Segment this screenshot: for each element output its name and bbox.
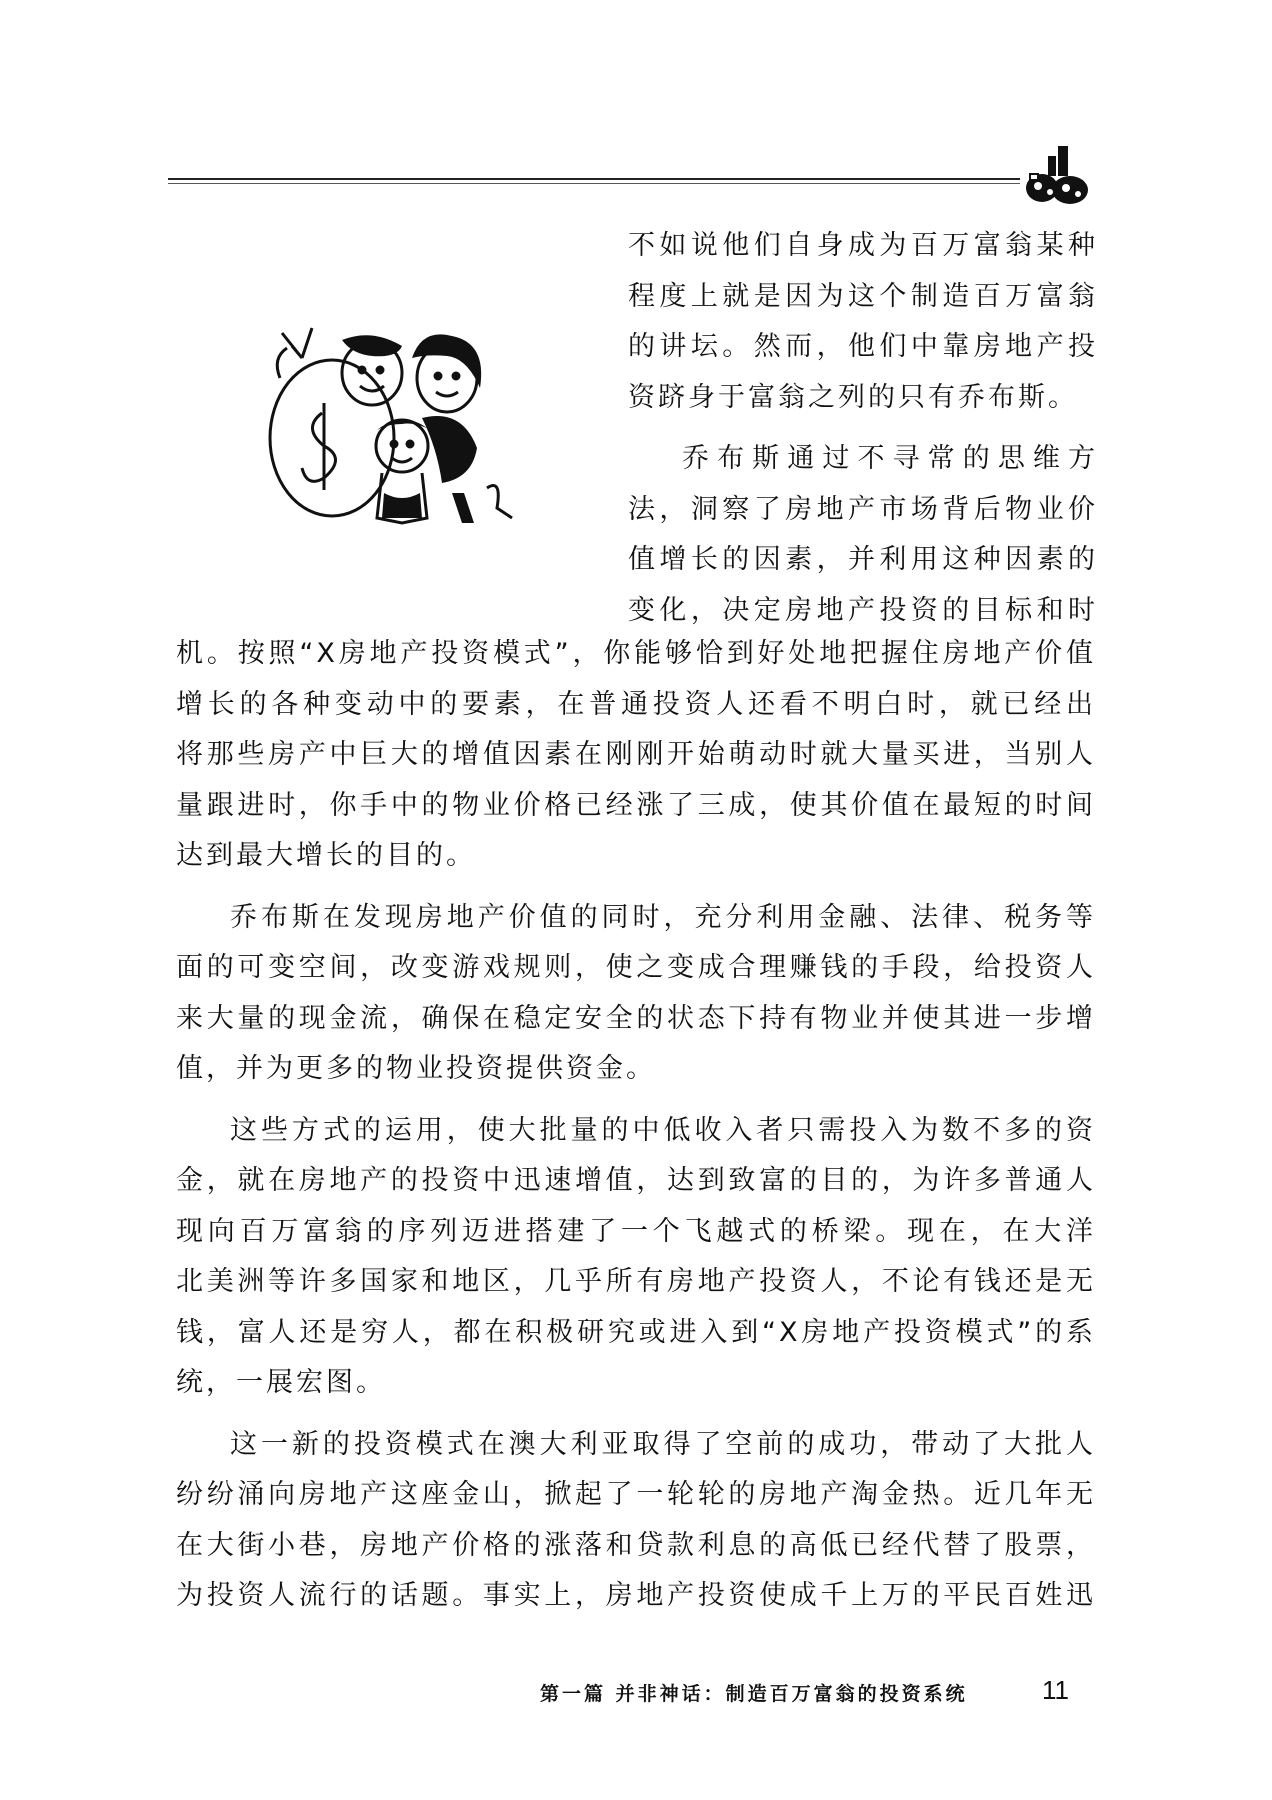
text-line: 机。按照“X房地产投资模式”，你能够恰到好处地把握住房地产价值 (176, 638, 1096, 669)
text-line: 值增长的因素，并利用这种因素的 (628, 544, 1098, 575)
text-line: 现向百万富翁的序列迈进搭建了一个飞越式的桥梁。现在，在大洋 (176, 1215, 1096, 1247)
family-with-money-bag-icon (262, 318, 522, 538)
text-line: 为投资人流行的话题。事实上，房地产投资使成千上万的平民百姓迅 (176, 1580, 1096, 1611)
text-line: 乔布斯在发现房地产价值的同时，充分利用金融、法律、税务等 (230, 901, 1096, 933)
text-line: 不如说他们自身成为百万富翁某种 (628, 230, 1098, 261)
page-number: 11 (1042, 1675, 1069, 1705)
text-line: 北美洲等许多国家和地区，几乎所有房地产投资人，不论有钱还是无 (176, 1266, 1096, 1297)
footer-chapter-title: 第一篇 并非神话：制造百万富翁的投资系统 (540, 1683, 968, 1705)
hands-grabbing-icon (1022, 144, 1092, 210)
text-line: 在大街小巷，房地产价格的涨落和贷款利息的高低已经代替了股票， (176, 1529, 1096, 1561)
text-line: 纷纷涌向房地产这座金山，掀起了一轮轮的房地产淘金热。近几年无 (176, 1479, 1096, 1510)
text-line: 增长的各种变动中的要素，在普通投资人还看不明白时，就已经出 (176, 688, 1096, 720)
header-rule (168, 178, 1020, 180)
text-line: 统，一展宏图。 (176, 1367, 386, 1398)
text-line: 来大量的现金流，确保在稳定安全的状态下持有物业并使其进一步增 (176, 1002, 1096, 1034)
text-line: 达到最大增长的目的。 (176, 840, 476, 871)
text-line: 乔布斯通过不寻常的思维方 (682, 443, 1098, 474)
text-line: 变化，决定房地产投资的目标和时 (628, 594, 1098, 626)
text-line: 金，就在房地产的投资中迅速增值，达到致富的目的，为许多普通人 (176, 1165, 1096, 1196)
text-line: 资跻身于富翁之列的只有乔布斯。 (628, 381, 1078, 413)
text-line: 钱，富人还是穷人，都在积极研究或进入到“X房地产投资模式”的系 (176, 1316, 1096, 1348)
text-line: 这一新的投资模式在澳大利亚取得了空前的成功，带动了大批人 (230, 1428, 1096, 1460)
top-text-block (628, 221, 1098, 636)
text-line: 面的可变空间，改变游戏规则，使之变成合理赚钱的手段，给投资人 (176, 952, 1096, 983)
text-line: 将那些房产中巨大的增值因素在刚刚开始萌动时就大量买进，当别人 (176, 739, 1096, 770)
page-footer (540, 1675, 1100, 1711)
text-line: 的讲坛。然而，他们中靠房地产投 (628, 331, 1098, 362)
main-text-block (176, 629, 1096, 1622)
text-line: 值，并为更多的物业投资提供资金。 (176, 1053, 656, 1084)
text-line: 程度上就是因为这个制造百万富翁 (628, 280, 1098, 312)
text-line: 法，洞察了房地产市场背后物业价 (628, 493, 1098, 525)
text-line: 量跟进时，你手中的物业价格已经涨了三成，使其价值在最短的时间 (176, 789, 1096, 821)
text-line: 这些方式的运用，使大批量的中低收入者只需投入为数不多的资 (230, 1114, 1096, 1146)
